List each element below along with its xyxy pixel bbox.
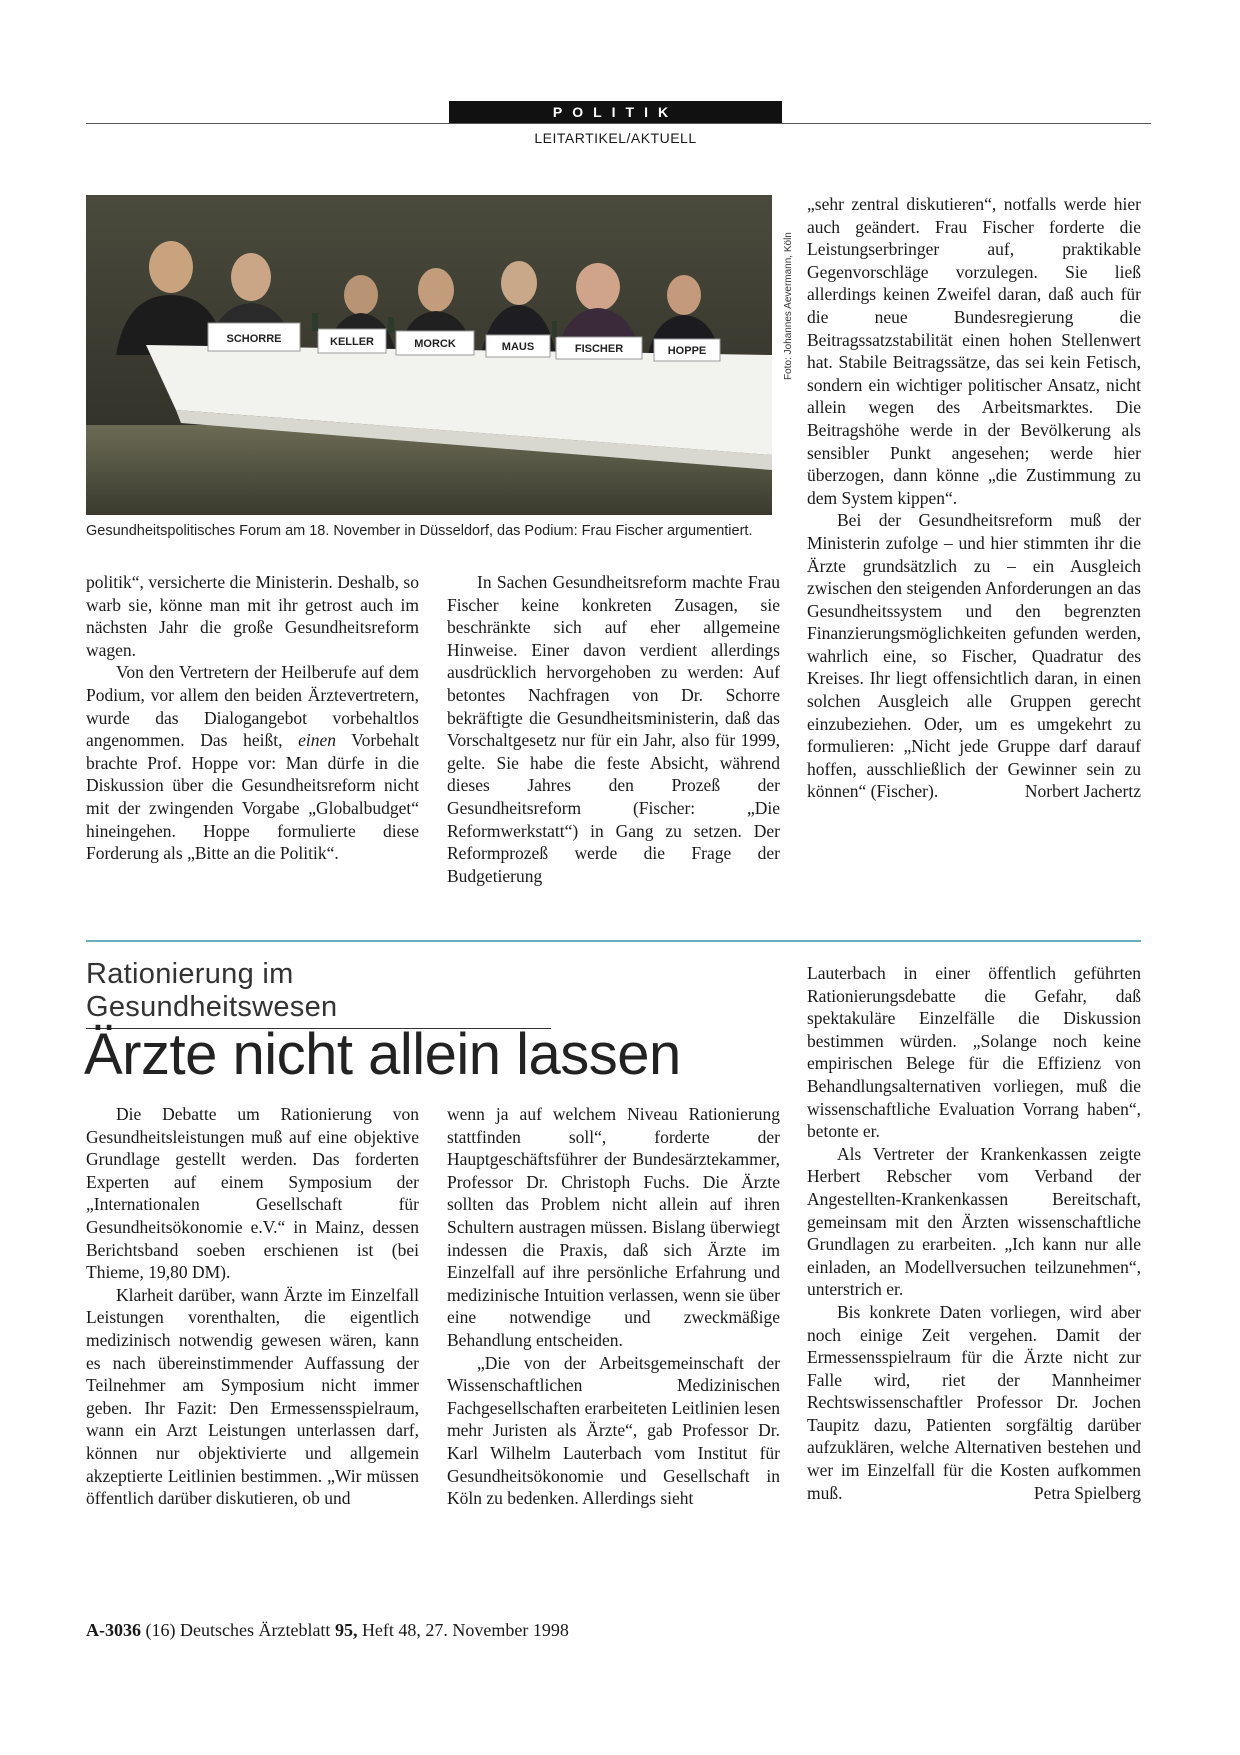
- paragraph: „Die von der Arbeitsgemeinschaft der Wissenschaftlichen Medizinischen Fachgesellschaften erarbeiteten Leitlinien lesen mehr Juristen als Ärzte“, gab Professor Dr. Karl Wilhelm Lauterbach vom Institut für Gesundheitsökonomie und Gesellschaft in Köln zu bedenken. Allerdings sieht: [447, 1352, 780, 1509]
- name-card: MORCK: [414, 338, 456, 350]
- article2-column-1: [86, 1103, 419, 1510]
- paragraph: Bis konkrete Daten vorliegen, wird aber noch einige Zeit vergehen. Damit der Ermessensspielraum für die Ärzte nicht zur Falle wird, riet der Mannheimer Rechtswissenschaftler Professor Dr. Jochen Taupitz dazu, Patienten sorgfältig darüber aufzuklären, welche Alternativen bestehen und wer im Einzelfall für die Kosten aufkommen muß. Petra Spielberg: [807, 1301, 1141, 1503]
- paragraph: Die Debatte um Rationierung von Gesundheitsleistungen muß auf eine objektive Grundlage gestellt werden. Das forderten Experten auf einem Symposium der „Internationalen Gesellschaft für Gesundheitsökonomie e.V.“ in Mainz, dessen Berichtsband soeben erschienen ist (bei Thieme, 19,80 DM).: [86, 1104, 419, 1283]
- page-number: A-3036: [86, 1620, 141, 1640]
- paragraph: Klarheit darüber, wann Ärzte im Einzelfall Leistungen vorenthalten, die eigentlich medizinisch notwendig gewesen wären, kann es nach übereinstimmender Auffassung der Teilnehmer am Symposium nicht immer geben. Ihr Fazit: Den Ermessensspielraum, wann ein Arzt Leistungen unterlassen darf, können nur objektivierte und allgemein akzeptierte Leitlinien bestimmen. „Wir müssen öffentlich darüber diskutieren, ob und: [86, 1284, 419, 1509]
- paragraph: politik“, versicherte die Ministerin. Deshalb, so warb sie, könne man mit ihr getrost auch im nächsten Jahr die große Gesundheitsreform wagen.: [86, 572, 419, 660]
- article-divider: [86, 940, 1141, 942]
- paragraph: In Sachen Gesundheitsreform machte Frau Fischer keine konkreten Zusagen, sie beschränkte sich auf eher allgemeine Hinweise. Einer davon verdient allerdings ausdrücklich hervorgehoben zu werden: Auf betontes Nachfragen von Dr. Schorre bekräftigte die Gesundheitsministerin, daß das Vorschaltgesetz nur für ein Jahr, also für 1999, gelte. Sie habe die feste Absicht, während dieses Jahres den Prozeß der Gesundheitsreform (Fischer: „Die Reformwerkstatt“) in Gang zu setzen. Der Reformprozeß werde die Frage der Budgetierung: [447, 572, 780, 886]
- article2-headline: Ärzte nicht allein lassen: [84, 1022, 681, 1087]
- author-signature: Petra Spielberg: [1033, 1482, 1141, 1503]
- paragraph: Lauterbach in einer öffentlich geführten Rationierungsdebatte die Gefahr, daß spektakuläre Einzelfälle die Diskussion bestimmen würden. „Solange noch keine empirischen Belege für die Effizienz von Behandlungsalternativen vorliegen, muß die wissenschaftliche Evaluation Vorrang haben“, betonte er.: [807, 963, 1141, 1142]
- name-card: SCHORRE: [226, 333, 282, 345]
- name-card: FISCHER: [574, 343, 624, 355]
- podium-photo: [86, 195, 772, 515]
- header-rule: [86, 123, 1151, 124]
- photo-credit: Foto: Johannes Aevermann, Köln: [783, 232, 794, 380]
- paragraph: wenn ja auf welchem Niveau Rationierung stattfinden soll“, forderte der Hauptgeschäftsführer der Bundesärztekammer, Professor Dr. Christoph Fuchs. Die Ärzte sollten das Problem nicht allein auf ihren Schultern austragen müssen. Bislang überwiegt indessen die Praxis, daß sich Ärzte im Einzelfall auf ihre persönliche Erfahrung und medizinische Intuition verlassen, wenn sie über eine notwendige und zweckmäßige Behandlung entscheiden.: [447, 1104, 780, 1350]
- name-card: KELLER: [330, 336, 374, 348]
- article1-column-1: [86, 571, 419, 865]
- page-folio: A-3036 (16) Deutsches Ärzteblatt 95, Heft 48, 27. November 1998: [86, 1620, 569, 1640]
- paragraph: „sehr zentral diskutieren“, notfalls werde hier auch geändert. Frau Fischer forderte die Leistungserbringer auf, praktikable Gegenvorschläge vorzulegen. Sie ließ allerdings keinen Zweifel daran, daß auch für die neue Bundesregierung die Beitragssatzstabilität einen hohen Stellenwert hat. Stabile Beitragssätze, das sei kein Fetisch, sondern ein wichtiger politischer Ansatz, nicht allein wegen des Arbeitsmarktes. Die Beitragshöhe werde in der Bevölkerung als sensibler Punkt angesehen; werde hier überzogen, dann könne „die Zustimmung zu dem System kippen“.: [807, 194, 1141, 508]
- article2-column-3: [807, 962, 1141, 1504]
- name-card: HOPPE: [667, 345, 707, 357]
- article2-kicker: Rationierung im Gesundheitswesen: [86, 958, 551, 1029]
- subsection-label: LEITARTIKEL/AKTUELL: [534, 130, 697, 146]
- photo-caption: Gesundheitspolitisches Forum am 18. November in Düsseldorf, das Podium: Frau Fischer argumentiert.: [86, 523, 753, 539]
- paragraph: Von den Vertretern der Heilberufe auf dem Podium, vor allem den beiden Ärztevertretern, wurde das Dialogangebot vorbehaltlos angenommen. Das heißt, einen Vorbehalt brachte Prof. Hoppe vor: Man dürfe in die Diskussion über die Gesundheitsreform nicht mit der zwingenden Vorgabe „Globalbudget“ hineingehen. Hoppe formulierte diese Forderung als „Bitte an die Politik“.: [86, 662, 419, 864]
- article1-column-2: [447, 571, 780, 887]
- article2-column-2: [447, 1103, 780, 1510]
- section-label: POLITIK: [449, 101, 782, 123]
- paragraph: Bei der Gesundheitsreform muß der Ministerin zufolge – und hier stimmten ihr die Ärzte grundsätzlich zu – ein Ausgleich zwischen den steigenden Anforderungen an das Gesundheitssystem und den begrenzten Finanzierungsmöglichkeiten gefunden werden, wahrlich eine, so Fischer, Quadratur des Kreises. Ihr liegt offensichtlich daran, in einen solchen Ausgleich alle Gruppen gerecht einzubeziehen. Oder, um es umgekehrt zu formulieren: „Nicht jede Gruppe darf darauf hoffen, ausschließlich der Gewinner sein zu können“ (Fischer). Norbert Jachertz: [807, 510, 1141, 802]
- article1-column-3: [807, 193, 1141, 803]
- name-card: MAUS: [501, 341, 535, 353]
- author-signature: Norbert Jachertz: [1024, 781, 1141, 802]
- paragraph: Als Vertreter der Krankenkassen zeigte Herbert Rebscher vom Verband der Angestellten-Krankenkassen Bereitschaft, gemeinsam mit den Ärzten wissenschaftliche Grundlagen zu erarbeiten. „Ich kann nur alle einladen, an Modellversuchen teilzunehmen“, unterstrich er.: [807, 1143, 1141, 1300]
